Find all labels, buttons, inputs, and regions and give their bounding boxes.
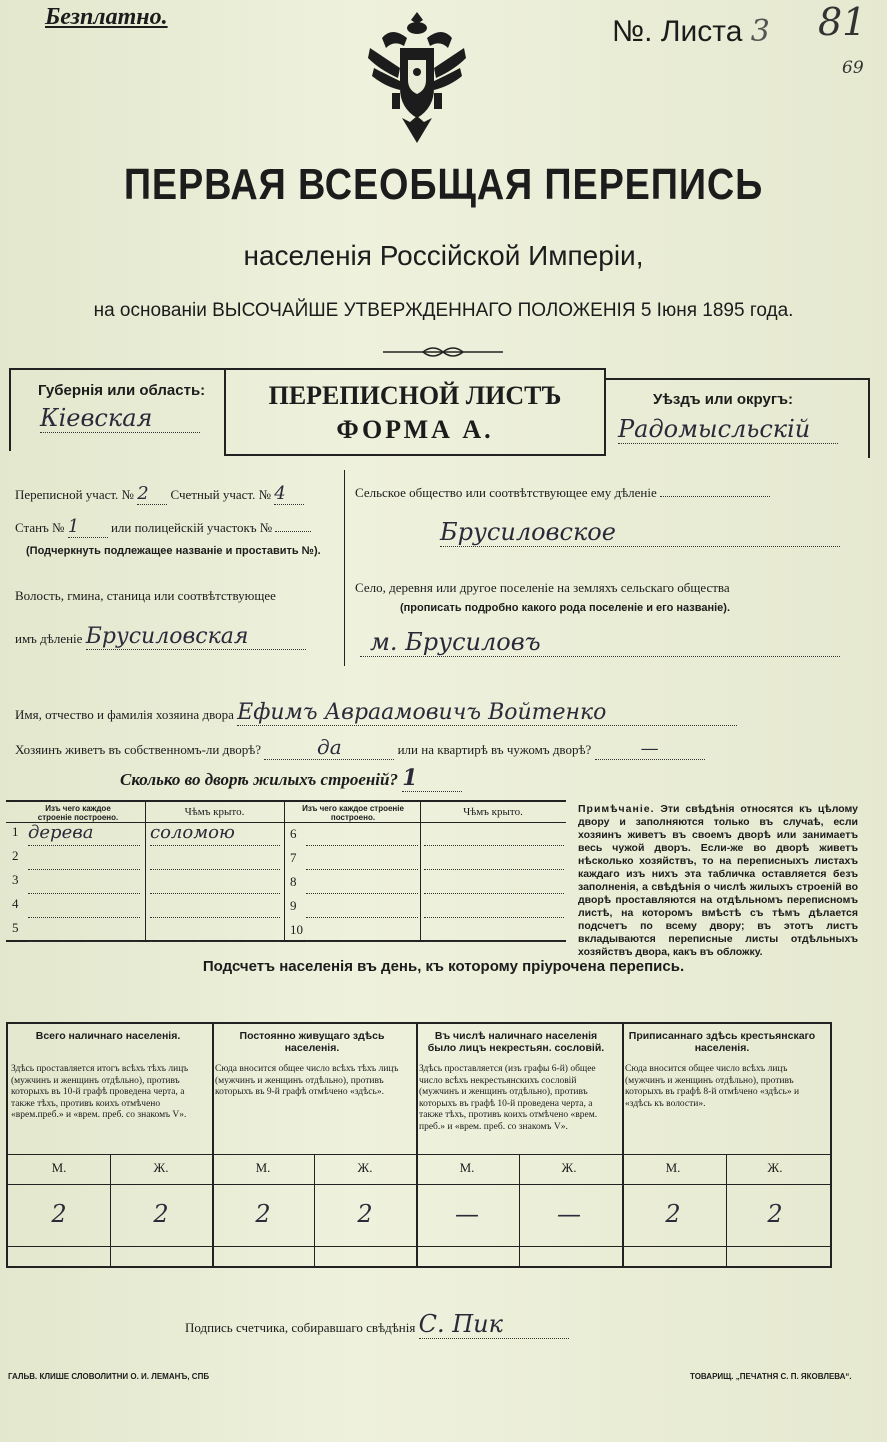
count-female-label: Ж. [357, 1160, 373, 1175]
building-roof [424, 894, 564, 918]
building-roof [424, 822, 564, 846]
rent-label: или на квартирѣ въ чужомъ дворѣ? [397, 742, 592, 757]
double-headed-eagle-emblem [362, 8, 472, 148]
society-value: Брусиловское [440, 518, 840, 547]
count-label: Счетный участ. № [170, 487, 272, 502]
lives-value: да [264, 735, 394, 760]
ornament-divider [383, 345, 503, 359]
count-value: 4 [274, 483, 304, 505]
volost-value: Брусиловская [86, 624, 306, 650]
count-male-value: 2 [51, 1200, 67, 1228]
col-material-1: Изъ чего каждое строеніе построено. [37, 804, 119, 822]
building-material [28, 894, 140, 918]
rent-value: — [595, 738, 705, 760]
building-roof [150, 846, 280, 870]
building-roof [150, 894, 280, 918]
district-value: 2 [137, 483, 167, 505]
building-roof [150, 870, 280, 894]
gubernia-label: Губернія или область: [38, 382, 206, 399]
district-row [15, 483, 304, 505]
count-column-head: Въ числѣ наличнаго населенія было лицъ некрестьян. сословій. [427, 1030, 605, 1054]
gubernia-value: Кiевская [40, 404, 200, 433]
underline-note: (Подчеркнуть подлежащее названіе и проставить №). [26, 545, 321, 557]
society-row [355, 485, 770, 501]
building-material: дерева [28, 822, 140, 846]
count-column-desc: Здѣсь проставляется (изъ графы 6-й) общее число всѣхъ некрестьянскихъ сословій (мужчинъ и женщинъ отдѣльно), противъ которыхъ въ графѣ 10-й проведена черта, а также тѣхъ, противъ коихъ отмѣчено «врем. преб.» и «врем. преб. со знакомъ V». [419, 1064, 598, 1132]
village-label: Село, деревня или другое поселеніе на земляхъ сельскаго общества [355, 580, 730, 595]
note-text: Эти свѣдѣнія относятся къ цѣлому двору и заполняются только въ случаѣ, если хозяинъ живетъ въ своемъ дворѣ или занимаетъ весь чужой дворъ. Если-же во дворѣ живетъ нѣсколько хозяйствъ, то на переписныхъ листахъ каждаго изъ нихъ эта табличка оставляется безъ заполненія, а свѣдѣнія о числѣ жилыхъ строеній во дворѣ проставляются на отдѣльномъ переписномъ листѣ, на которомъ вмѣстѣ съ тѣмъ дѣлается подсчетъ по всему двору; въ этотъ листъ вкладываются переписные листы отдѣльныхъ хозяйствъ двора, какъ въ обложку. [578, 803, 858, 958]
col-material-2: Изъ чего каждое строеніе построено. [302, 804, 404, 822]
signature-label: Подпись счетчика, собиравшаго свѣдѣнія [185, 1320, 416, 1335]
count-male-label: М. [255, 1160, 271, 1175]
count-female-label: Ж. [767, 1160, 783, 1175]
volost-row [15, 624, 306, 650]
building-material [306, 846, 418, 870]
form-title: ПЕРЕПИСНОЙ ЛИСТЪ [268, 381, 562, 410]
building-material [28, 846, 140, 870]
form-subtitle: ФОРМА А. [336, 415, 494, 444]
building-material [306, 870, 418, 894]
district-label: Переписной участ. № [15, 487, 134, 502]
count-male-label: М. [459, 1160, 475, 1175]
printer-left: ГАЛЬВ. КЛИШЕ СЛОВОЛИТНИ О. И. ЛЕМАНЪ, СПБ [8, 1372, 210, 1381]
volost-label: Волость, гмина, станица или соотвѣтствующее [15, 588, 276, 603]
count-female-label: Ж. [561, 1160, 577, 1175]
stan-row [15, 516, 311, 538]
building-row-number: 9 [290, 898, 297, 913]
village-value: м. Брусиловъ [360, 628, 840, 657]
building-material [306, 918, 418, 942]
building-roof [150, 918, 280, 942]
uezd-label: Уѣздъ или округъ: [653, 391, 794, 408]
owner-name-value: Ефимъ Авраамовичъ Войтенко [237, 700, 737, 726]
building-material [306, 822, 418, 846]
count-title: Подсчетъ населенія въ день, къ которому пріурочена перепись. [202, 958, 685, 975]
lives-label: Хозяинъ живетъ въ собственномъ-ли дворѣ? [15, 742, 262, 757]
col-roof-2: Чѣмъ крыто. [463, 806, 523, 818]
signature-row [185, 1310, 569, 1339]
uezd-value: Радомысльскій [618, 415, 838, 444]
legal-basis: на основаніи ВЫСОЧАЙШЕ УТВЕРЖДЕННАГО ПОЛОЖЕНІЯ 5 Іюня 1895 года. [93, 300, 794, 321]
building-row-number: 8 [290, 874, 297, 889]
buildings-value: 1 [402, 765, 462, 792]
count-column-head: Постоянно живущаго здѣсь населенія. [239, 1030, 385, 1054]
stan-label: Станъ № [15, 520, 65, 535]
building-roof [424, 846, 564, 870]
count-male-label: М. [665, 1160, 681, 1175]
count-female-value: — [557, 1200, 581, 1228]
owner-name-label: Имя, отчество и фамилія хозяина двора [15, 707, 234, 722]
building-row-number: 3 [12, 872, 19, 887]
count-male-label: М. [51, 1160, 67, 1175]
signature-value: С. Пик [419, 1310, 569, 1339]
count-male-value: 2 [665, 1200, 681, 1228]
count-column-desc: Сюда вносится общее число всѣхъ лицъ (мужчинъ и женщинъ отдѣльно), противъ которыхъ въ графѣ 8-й отмѣчено «здѣсь» и «здѣсь къ волости». [625, 1064, 800, 1109]
count-column-head: Всего наличнаго населенія. [35, 1030, 181, 1042]
free-label: Безплатно. [45, 4, 168, 30]
middle-divider [344, 470, 345, 666]
building-roof [424, 918, 564, 942]
sheet-number [612, 14, 770, 49]
count-column-desc: Здѣсь проставляется итогъ всѣхъ тѣхъ лицъ (мужчинъ и женщинъ отдѣльно), противъ которыхъ въ 10-й графѣ проведена черта, а также тѣхъ, противъ коихъ отмѣчено «врем.преб.» и «врем. преб. со знакомъ V». [11, 1064, 189, 1120]
building-row-number: 7 [290, 850, 297, 865]
sheet-label: №. Листа [612, 15, 743, 48]
building-row-number: 5 [12, 920, 19, 935]
count-female-value: 2 [767, 1200, 783, 1228]
village-note: (прописать подробно какого рода поселеніе и его названіе). [400, 602, 731, 614]
buildings-row [120, 765, 462, 792]
document-title: ПЕРВАЯ ВСЕОБЩАЯ ПЕРЕПИСЬ [123, 160, 764, 209]
building-row-number: 10 [290, 922, 303, 937]
building-material [306, 894, 418, 918]
lives-row [15, 735, 875, 760]
note-label: Примѣчаніе. [578, 803, 655, 815]
building-row-number: 2 [12, 848, 19, 863]
count-female-label: Ж. [153, 1160, 169, 1175]
count-female-value: 2 [153, 1200, 169, 1228]
owner-row [15, 700, 875, 726]
stan-value: 1 [68, 516, 108, 538]
count-table [6, 1022, 832, 1268]
count-column-desc: Сюда вносится общее число всѣхъ тѣхъ лицъ (мужчинъ и женщинъ отдѣльно), противъ которыхъ въ 9-й графѣ отмѣчено «здѣсь». [215, 1064, 399, 1097]
count-female-value: 2 [357, 1200, 373, 1228]
col-roof-1: Чѣмъ крыто. [184, 806, 245, 818]
note-block [578, 803, 858, 959]
building-material [28, 918, 140, 942]
margin-mark: 81 [818, 0, 867, 44]
police-label: или полицейскій участокъ № [110, 520, 273, 535]
building-row-number: 6 [290, 826, 297, 841]
margin-mark-small: 69 [842, 58, 864, 78]
building-roof: соломою [150, 822, 280, 846]
building-row-number: 1 [12, 824, 19, 839]
count-male-value: 2 [255, 1200, 271, 1228]
building-row-number: 4 [12, 896, 19, 911]
sheet-number-value: 3 [750, 14, 770, 49]
document-subtitle: населенія Россійской Имперіи, [243, 240, 644, 271]
count-column-head: Приписаннаго здѣсь крестьянскаго населенія. [628, 1030, 816, 1054]
printer-right: ТОВАРИЩ. „ПЕЧАТНЯ С. П. ЯКОВЛЕВА“. [690, 1372, 852, 1381]
buildings-label: Сколько во дворѣ жилыхъ строеній? [120, 770, 398, 789]
society-label: Сельское общество или соотвѣтствующее ему дѣленіе [355, 485, 657, 500]
count-male-value: — [455, 1200, 479, 1228]
building-material [28, 870, 140, 894]
building-roof [424, 870, 564, 894]
volost-label-2: имъ дѣленіе [15, 631, 83, 646]
